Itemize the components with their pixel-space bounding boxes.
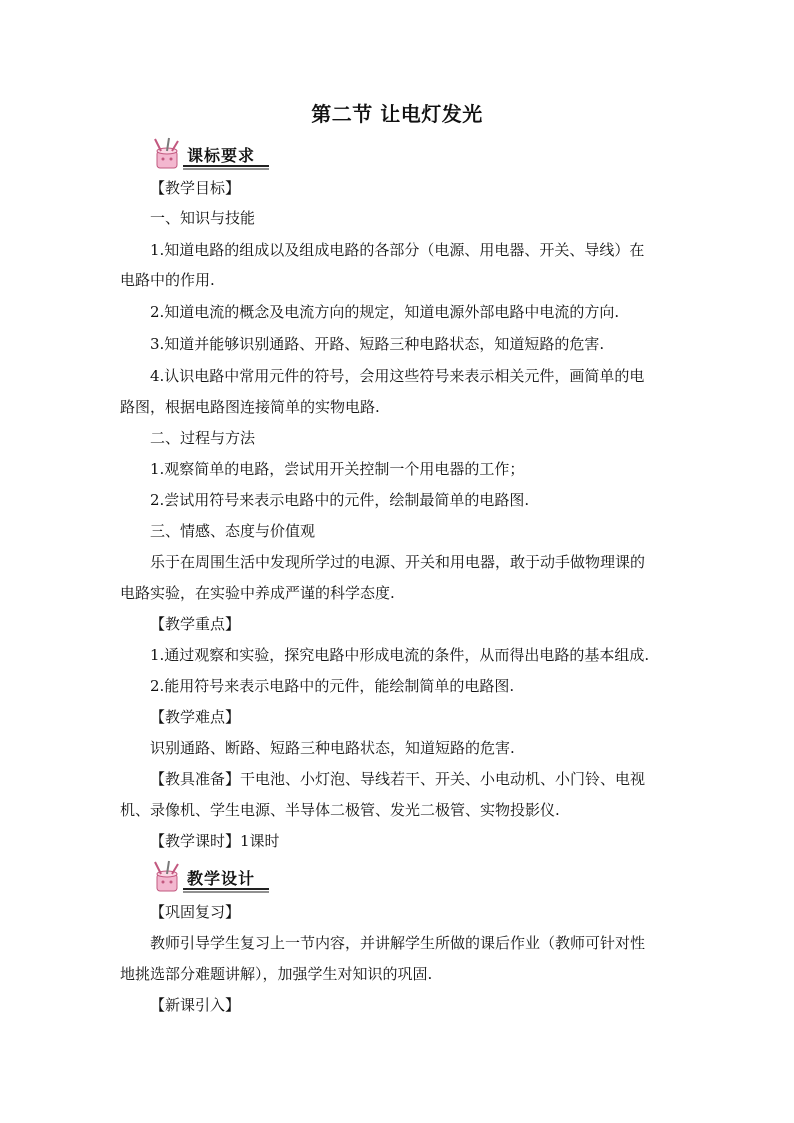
class-hours: 【教学课时】1课时 [150, 832, 280, 850]
goals-heading: 【教学目标】 [150, 179, 241, 197]
banner-label: 课标要求 [187, 146, 256, 165]
tools-line-cont: 机、录像机、学生电源、半导体二极管、发光二极管、实物投影仪. [120, 801, 560, 819]
emotion-item-1-cont: 电路实验，在实验中养成严谨的科学态度. [120, 584, 395, 602]
review-heading: 【巩固复习】 [150, 903, 241, 921]
process-item-1: 1.观察简单的电路，尝试用开关控制一个用电器的工作； [150, 460, 525, 478]
section-banner-requirements [147, 137, 271, 173]
tools-line: 【教具准备】干电池、小灯泡、导线若干、开关、小电动机、小门铃、电视 [150, 770, 646, 788]
knowledge-item-1-cont: 电路中的作用. [120, 271, 215, 289]
knowledge-heading: 一、知识与技能 [150, 209, 256, 227]
knowledge-item-4: 4.认识电路中常用元件的符号，会用这些符号来表示相关元件，画简单的电 [150, 367, 645, 385]
banner-label: 教学设计 [187, 869, 256, 888]
process-item-2: 2.尝试用符号来表示电路中的元件，绘制最简单的电路图. [150, 491, 530, 509]
key-point-1: 1.通过观察和实验，探究电路中形成电流的条件，从而得出电路的基本组成. [150, 646, 650, 664]
knowledge-item-2: 2.知道电流的概念及电流方向的规定，知道电源外部电路中电流的方向. [150, 303, 620, 321]
review-text: 教师引导学生复习上一节内容，并讲解学生所做的课后作业（教师可针对性 [150, 934, 646, 952]
intro-heading: 【新课引入】 [150, 996, 241, 1014]
page-title: 第二节 让电灯发光 [311, 102, 483, 126]
emotion-item-1: 乐于在周围生活中发现所学过的电源、开关和用电器，敢于动手做物理课的 [150, 553, 646, 571]
knowledge-item-1: 1.知道电路的组成以及组成电路的各部分（电源、用电器、开关、导线）在 [150, 241, 645, 259]
key-point-2: 2.能用符号来表示电路中的元件，能绘制简单的电路图. [150, 677, 515, 695]
emotion-heading: 三、情感、态度与价值观 [150, 522, 316, 540]
process-heading: 二、过程与方法 [150, 429, 256, 447]
review-text-cont: 地挑选部分难题讲解），加强学生对知识的巩固. [120, 965, 433, 983]
key-points-heading: 【教学重点】 [150, 615, 241, 633]
difficulty-heading: 【教学难点】 [150, 708, 241, 726]
difficulty-item-1: 识别通路、断路、短路三种电路状态，知道短路的危害. [150, 739, 515, 757]
knowledge-item-4-cont: 路图，根据电路图连接简单的实物电路. [120, 398, 380, 416]
knowledge-item-3: 3.知道并能够识别通路、开路、短路三种电路状态，知道短路的危害. [150, 335, 605, 353]
section-banner-design [147, 860, 271, 896]
